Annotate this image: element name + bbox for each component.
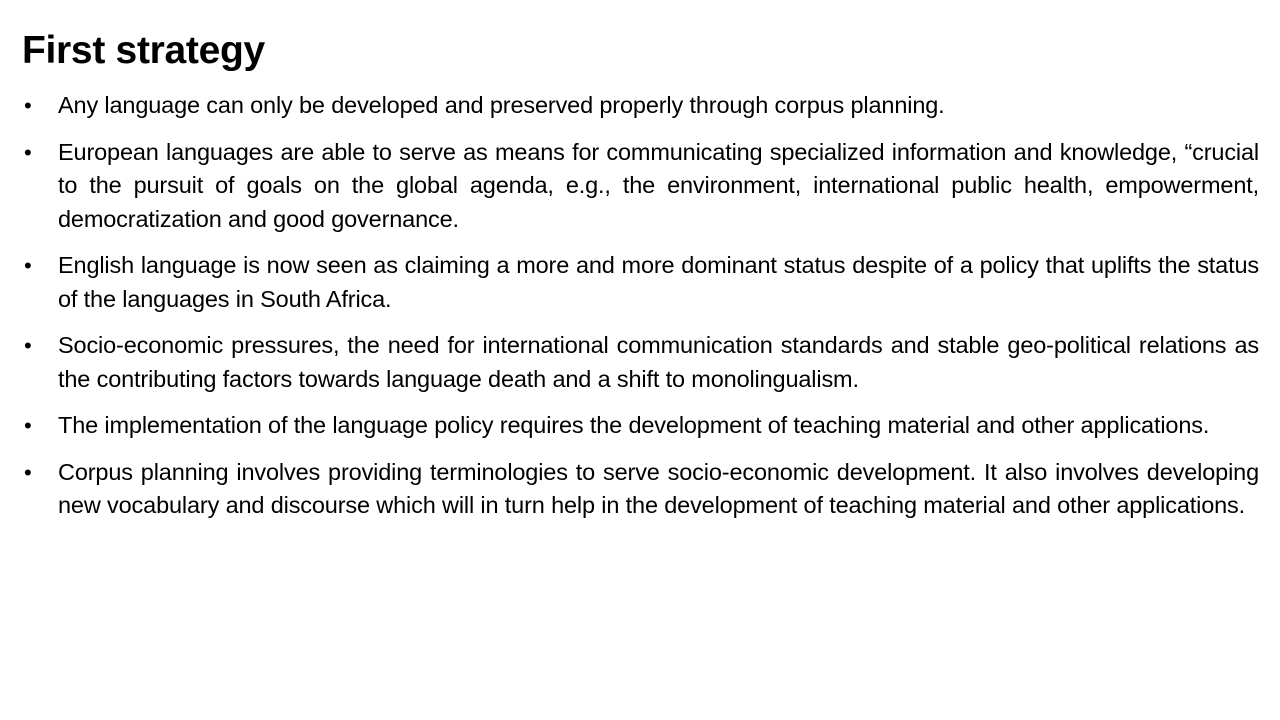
bullet-icon: • — [24, 459, 32, 485]
bullet-text: The implementation of the language policy requires the development of teaching material and other applications. — [58, 412, 1210, 438]
bullet-icon: • — [24, 413, 32, 438]
bullet-item — [22, 456, 1259, 523]
bullet-icon: • — [24, 139, 32, 165]
bullet-text: European languages are able to serve as means for communicating specialized information and knowledge, “crucial to the pursuit of goals on the global agenda, e.g., the environment, international public health, empowerment, democratization and good governance. — [58, 138, 1259, 232]
bullet-text: Socio-economic pressures, the need for international communication standards and stable geo-political relations as the contributing factors towards language death and a shift to monolingualism. — [58, 332, 1259, 392]
bullet-text: Any language can only be developed and preserved properly through corpus planning. — [58, 92, 945, 118]
bullet-item — [22, 329, 1259, 396]
bullet-icon: • — [24, 253, 32, 278]
slide-title: First strategy — [22, 29, 265, 72]
bullet-text: Corpus planning involves providing terminologies to serve socio-economic development. It also involves developing new vocabulary and discourse which will in turn help in the development of teaching material and other applications. — [58, 458, 1259, 518]
bullet-icon: • — [24, 93, 32, 118]
bullet-icon: • — [24, 333, 32, 358]
bullet-text: English language is now seen as claiming a more and more dominant status despite of a policy that uplifts the status of the languages in South Africa. — [58, 252, 1259, 312]
bullet-item — [22, 136, 1259, 237]
bullet-item — [22, 249, 1259, 316]
bullet-item — [22, 409, 1259, 443]
bullet-item — [22, 89, 1259, 123]
bullet-list — [22, 89, 1259, 536]
